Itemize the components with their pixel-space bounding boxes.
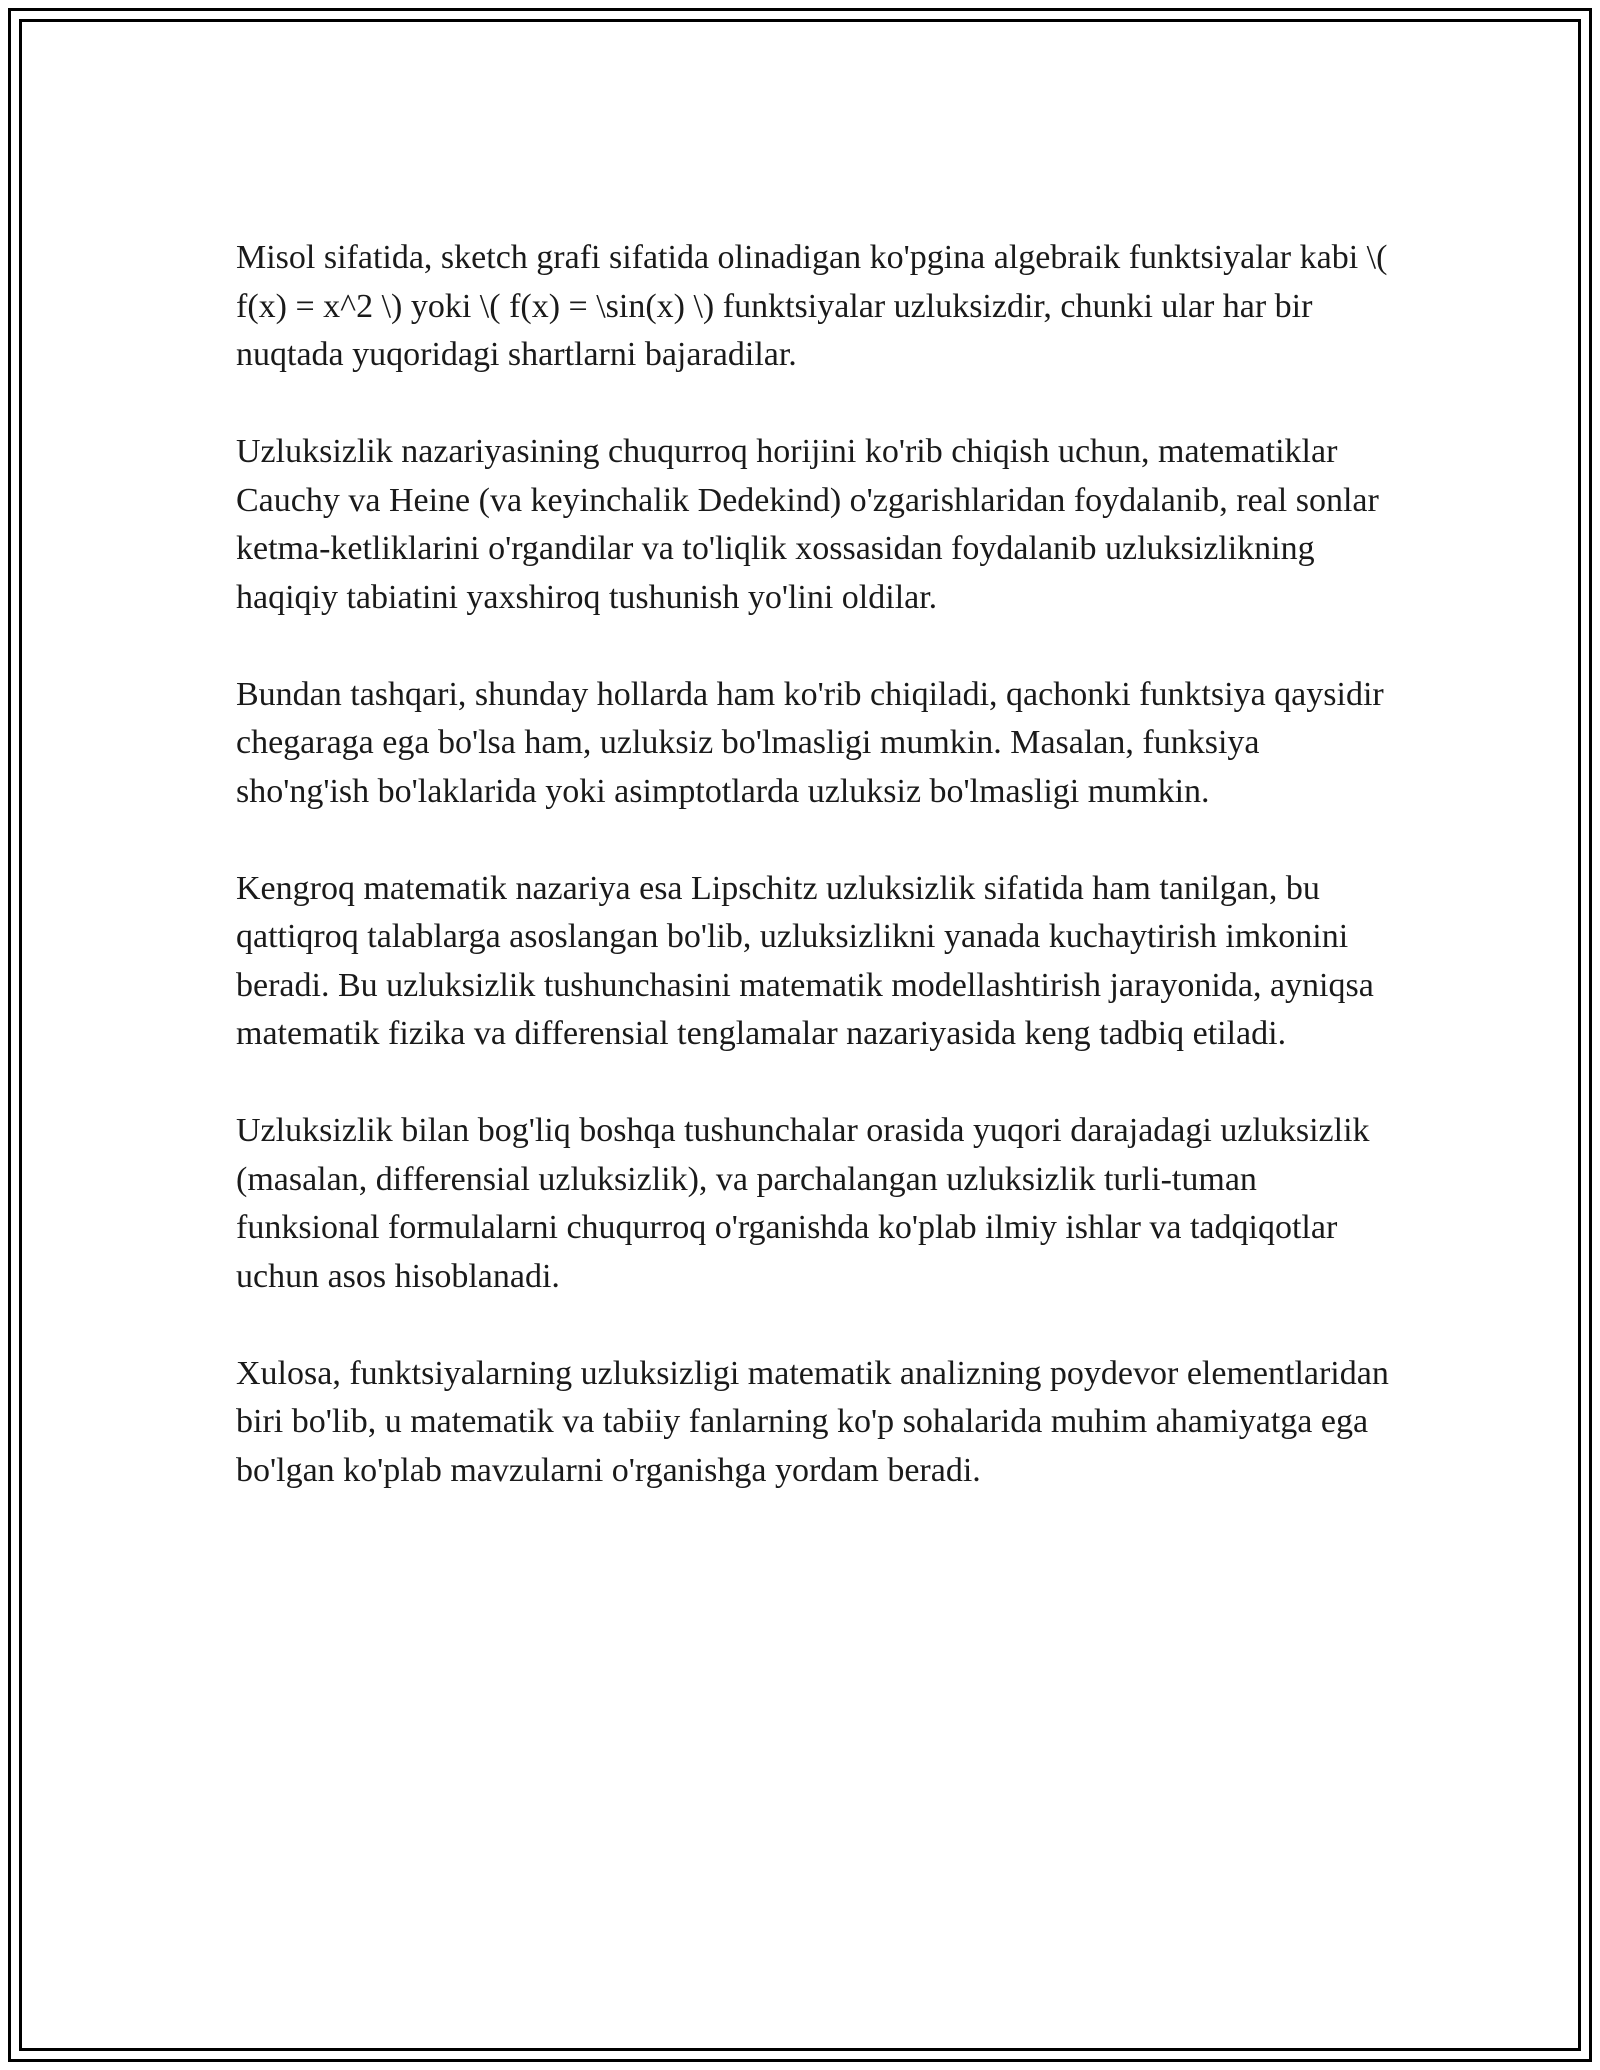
paragraph: Kengroq matematik nazariya esa Lipschitz uzluksizlik sifatida ham tanilgan, bu qattiqroq talablarga asoslangan bo'lib, uzluksizlikni yanada kuchaytirish imkonini beradi. Bu uzluksizlik tushunchasini matematik modellashtirish jarayonida, ayniqsa matematik fizika va differensial tenglamalar nazariyasida keng tadbiq etiladi.: [236, 869, 1374, 1052]
paragraph: Misol sifatida, sketch grafi sifatida olinadigan ko'pgina algebraik funktsiyalar kabi \( f(x) = x^2 \) yoki \( f(x) = \sin(x) \) funktsiyalar uzluksizdir, chunki ular har bir nuqtada yuqoridagi shartlarni bajaradilar.: [236, 239, 1388, 373]
paragraph: Uzluksizlik bilan bog'liq boshqa tushunchalar orasida yuqori darajadagi uzluksizlik (masalan, differensial uzluksizlik), va parchalangan uzluksizlik turli-tuman funksional formulalarni chuqurroq o'rganishda ko'plab ilmiy ishlar va tadqiqotlar uchun asos hisoblanadi.: [236, 1112, 1370, 1295]
paragraph: Uzluksizlik nazariyasining chuqurroq horijini ko'rib chiqish uchun, matematiklar Cauchy va Heine (va keyinchalik Dedekind) o'zgarishlaridan foydalanib, real sonlar ketma-ketliklarini o'rgandilar va to'liqlik xossasidan foydalanib uzluksizlikning haqiqiy tabiatini yaxshiroq tushunish yo'lini oldilar.: [236, 433, 1379, 616]
paragraph: Bundan tashqari, shunday hollarda ham ko'rib chiqiladi, qachonki funktsiya qaysidir chegaraga ega bo'lsa ham, uzluksiz bo'lmasligi mumkin. Masalan, funksiya sho'ng'ish bo'laklarida yoki asimptotlarda uzluksiz bo'lmasligi mumkin.: [236, 675, 1384, 810]
document-body: [236, 234, 1396, 1544]
paragraph: Xulosa, funktsiyalarning uzluksizligi matematik analizning poydevor elementlaridan biri bo'lib, u matematik va tabiiy fanlarning ko'p sohalarida muhim ahamiyatga ega bo'lgan ko'plab mavzularni o'rganishga yordam beradi.: [236, 1354, 1389, 1489]
